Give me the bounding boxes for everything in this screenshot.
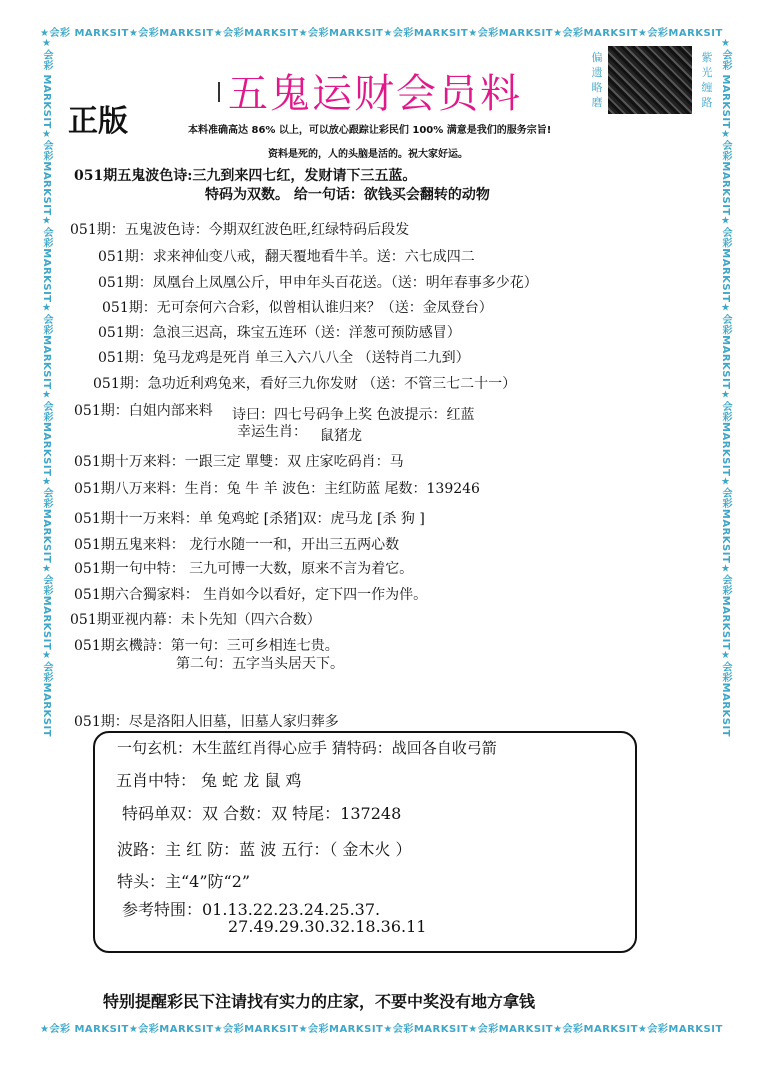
entry-line: 特码为双数。 给一句话：欲钱买会翻转的动物: [205, 187, 490, 203]
entry-line: 051期八万来料：生肖：兔 牛 羊 波色：主红防蓝 尾数：139246: [74, 481, 480, 497]
entry-line: 051期五鬼来料： 龙行水随一一和，开出三五两心数: [74, 537, 400, 553]
box-line-five-zodiac: 五肖中特： 兔 蛇 龙 鼠 鸡: [116, 771, 302, 790]
slogan-luck: 资料是死的，人的头脑是活的。祝大家好运。: [268, 149, 468, 160]
border-bottom: ★会彩 MARKSIT★会彩MARKSIT★会彩MARKSIT★会彩MARKSIT★会彩MARKSIT★会彩MARKSIT★会彩MARKSIT★会彩MARKSIT: [40, 1024, 723, 1034]
qr-left-text: 偏遗略磨: [591, 51, 603, 109]
border-left: ★会彩 MARKSIT★会彩MARKSIT★会彩MARKSIT★会彩MARKSIT★会彩MARKSIT★会彩MARKSIT★会彩MARKSIT★会彩MARKSIT: [41, 38, 52, 738]
border-right: ★会彩 MARKSIT★会彩MARKSIT★会彩MARKSIT★会彩MARKSIT★会彩MARKSIT★会彩MARKSIT★会彩MARKSIT★会彩MARKSIT: [720, 38, 731, 738]
entry-line: 051期亚视内幕：未卜先知（四六合数）: [70, 612, 321, 628]
entry-line: 051期五鬼波色诗:三九到来四七红，发财请下三五蓝。: [74, 168, 417, 184]
box-line-odd-even: 特码单双：双 合数：双 特尾：137248: [122, 804, 402, 823]
footer-reminder: 特别提醒彩民下注请找有实力的庄家，不要中奖没有地方拿钱: [103, 992, 536, 1011]
entry-line: 051期：求来神仙变八戒，翻天覆地看牛羊。送：六七成四二: [98, 249, 475, 265]
entry-line: 幸运生肖：: [237, 424, 307, 440]
box-line-head: 特头：主“4”防“2”: [117, 872, 251, 891]
box-line-riddle: 一句玄机：木生蓝红肖得心应手 猜特码：战回各自收弓箭: [117, 739, 497, 757]
genuine-badge: 正版: [68, 104, 128, 139]
entry-line: 051期：五鬼波色诗：今期双红波色旺,红绿特码后段发: [70, 222, 410, 238]
entry-line: 051期：凤凰台上凤凰公斤，甲申年头百花送。（送：明年春事多少花）: [98, 275, 538, 291]
box-line-range-2: 27.49.29.30.32.18.36.11: [228, 917, 427, 936]
border-top: ★会彩 MARKSIT★会彩MARKSIT★会彩MARKSIT★会彩MARKSIT★会彩MARKSIT★会彩MARKSIT★会彩MARKSIT★会彩MARKSIT: [40, 28, 723, 38]
entry-line: 051期玄機詩：第一句：三可乡相连七贵。: [74, 638, 339, 654]
qr-code-image: [608, 46, 692, 114]
entry-line: 051期十万来料：一跟三定 單雙：双 庄家吃码肖：马: [74, 454, 404, 470]
entry-line: 鼠猪龙: [320, 428, 362, 444]
entry-line: 051期：无可奈何六合彩，似曾相认谁归来？（送：金凤登台）: [102, 300, 493, 316]
title-cursor-bar: [218, 82, 220, 102]
qr-right-text: 紫光缠路: [701, 51, 713, 109]
slogan-accuracy: 本料准确高达 86% 以上，可以放心跟踪让彩民们 100% 满意是我们的服务宗旨!: [188, 125, 552, 136]
entry-line: 051期：急功近利鸡兔来，看好三九你发财 （送：不管三七二十一）: [93, 376, 517, 392]
entry-line: 051期：兔马龙鸡是死肖 单三入六八八全 （送特肖二九到）: [98, 350, 470, 366]
entry-line: 051期十一万来料：单 兔鸡蛇 [杀猪]双：虎马龙 [杀 狗 ]: [74, 511, 425, 527]
entry-line: 051期：急浪三迟高，珠宝五连环（送：洋葱可预防感冒）: [98, 325, 461, 341]
qr-block: [590, 46, 720, 114]
entry-line: 051期：白姐内部来料: [74, 403, 213, 419]
entry-line: 第二句：五字当头居天下。: [176, 656, 344, 672]
entry-line: 051期六合獨家料： 生肖如今以看好，定下四一作为伴。: [74, 587, 428, 603]
entry-line: 051期一句中特： 三九可博一大数，原来不言为着它。: [74, 561, 414, 577]
page-title: 五鬼运财会员料: [228, 71, 522, 117]
box-line-range-1: 参考特围：01.13.22.23.24.25.37.: [122, 900, 381, 919]
entry-line: 诗曰：四七号码争上奖 色波提示：红蓝: [232, 407, 475, 423]
entry-line: 051期：尽是洛阳人旧墓，旧墓人家归葬多: [74, 714, 339, 730]
box-line-wave: 波路：主 红 防：蓝 波 五行：（ 金木火 ）: [117, 840, 412, 859]
